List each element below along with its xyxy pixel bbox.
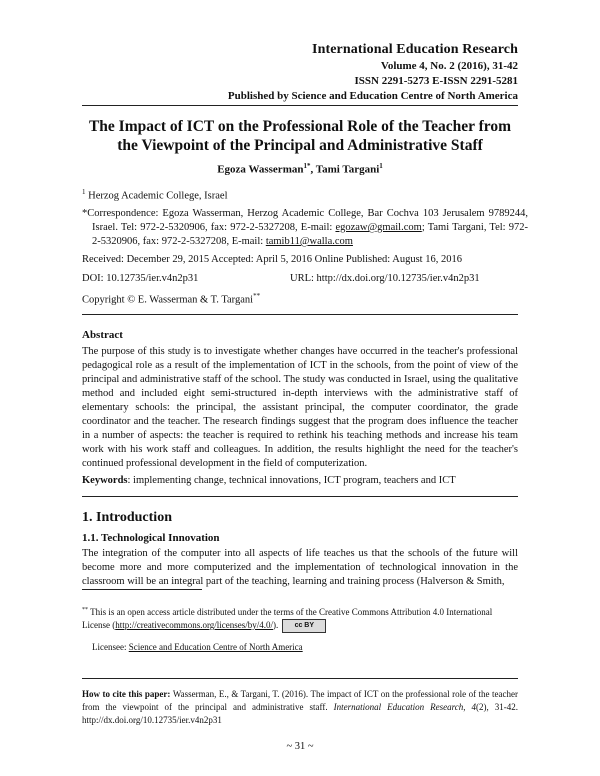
copyright-line	[82, 292, 260, 306]
citation-block	[82, 688, 518, 727]
footnote-rule	[82, 589, 202, 590]
email-link[interactable]: tamib11@walla.com	[265, 236, 353, 247]
affiliation-text: Herzog Academic College, Israel	[85, 190, 228, 202]
abstract-body: The purpose of this study is to investigate whether changes have occurred in the teacher's professional pedagogical role as a result of the implementation of ICT in the schools, from the point of view of the principal and administrative staff of the school. The study was conducted in Israel, using the qualitative method and included eight semi-structured in-depth interviews with the administrative staff of elementary schools: the principal, the assistant principal, the computer coordinator, the grade coordinator and the teacher. The research findings suggest that the program does influence the teacher in a number of aspects: the teacher is required to rethink his teaching methods and increase his team work with his work staff and colleagues. In addition, the results highlight the need for the teacher's continued professional development in the field of computerization.	[82, 346, 518, 469]
license-footnote	[82, 604, 518, 633]
correspondence	[82, 207, 528, 249]
copyright-superscript: **	[253, 292, 261, 300]
abstract-heading: Abstract	[82, 329, 123, 341]
journal-volume: Volume 4, No. 2 (2016), 31-42	[380, 60, 518, 72]
keywords-label: Keywords	[82, 475, 128, 486]
section-rule	[82, 314, 518, 315]
author-name: Egoza Wasserman	[217, 163, 304, 176]
section-rule	[82, 496, 518, 497]
affiliation-superscript: 1	[82, 188, 86, 196]
citation-text: Wasserman, E., & Targani, T. (2016). The impact of ICT on the professional role of the teacher from the viewpoint of the principal and administrative staff.	[82, 689, 518, 712]
journal-name: International Education Research	[312, 42, 518, 57]
title-line-1: The Impact of ICT on the Professional Role of the Teacher from	[88, 118, 512, 135]
doi-text: DOI: 10.12735/ier.v4n2p31	[82, 273, 199, 284]
header-rule	[82, 105, 518, 106]
footnote-superscript: **	[82, 607, 88, 613]
author-superscript: 1	[379, 162, 383, 170]
licensee-label: Licensee:	[92, 642, 129, 652]
footnote-text: ).	[273, 620, 279, 631]
citation-rule	[82, 678, 518, 679]
page-number: ~ 31 ~	[286, 741, 314, 752]
citation-journal: International Education Research	[333, 702, 464, 712]
section-heading: 1. Introduction	[82, 510, 172, 525]
cc-by-badge: cc BY	[282, 619, 326, 633]
intro-body: The integration of the computer into all aspects of life teaches us that the schools of the future will become more and more computerized and the implementation of technological innovation in the classroom will be an integral part of the teaching, learning and training process (Halverson & Smith,	[82, 548, 518, 587]
journal-issn: ISSN 2291-5273 E-ISSN 2291-5281	[354, 75, 518, 87]
licensee-link[interactable]: Science and Education Centre of North America	[128, 642, 303, 652]
citation-text: (2), 31-42. http://dx.doi.org/10.12735/ier.v4n2p31	[82, 702, 518, 725]
url-text: URL: http://dx.doi.org/10.12735/ier.v4n2p31	[290, 273, 480, 284]
citation-text: ,	[463, 702, 472, 712]
citation-label: How to cite this paper:	[82, 689, 173, 699]
authors-line	[82, 162, 518, 176]
subsection-heading: 1.1. Technological Innovation	[82, 532, 220, 544]
dates-line: Received: December 29, 2015 Accepted: April 5, 2016 Online Published: August 16, 2016	[82, 254, 462, 265]
footnote-text: This is an open access article distributed under the terms of the Creative Commons Attribution 4.0 International License (	[82, 607, 493, 631]
journal-publisher: Published by Science and Education Centre of North America	[227, 90, 518, 102]
author-superscript: 1*	[303, 162, 311, 170]
licensee-line	[92, 641, 528, 654]
citation-volume: 4	[471, 702, 476, 712]
keywords-text: : implementing change, technical innovations, ICT program, teachers and ICT	[127, 475, 456, 486]
copyright-text: Copyright © E. Wasserman & T. Targani	[82, 294, 254, 306]
affiliation	[82, 185, 518, 204]
author-separator: ,	[310, 163, 316, 176]
paper-title	[82, 117, 518, 155]
license-link[interactable]: http://creativecommons.org/licenses/by/4.0/	[115, 620, 274, 631]
correspondence-text: *Correspondence: Egoza Wasserman, Herzog Academic College, Bar Cochva 103 Jerusalem 9789244, Israel. Tel: 972-2-5320906, fax: 972-2-5327208, E-mail:	[82, 208, 528, 233]
correspondence-text: ; Tami Targani, Tel: 972-2-5320906, fax: 972-2-5327208, E-mail:	[92, 222, 529, 247]
title-line-2: the Viewpoint of the Principal and Administrative Staff	[117, 137, 483, 154]
author-name: Tami Targani	[315, 163, 380, 176]
email-link[interactable]: egozaw@gmail.com	[335, 222, 422, 233]
keywords-line	[82, 474, 518, 488]
